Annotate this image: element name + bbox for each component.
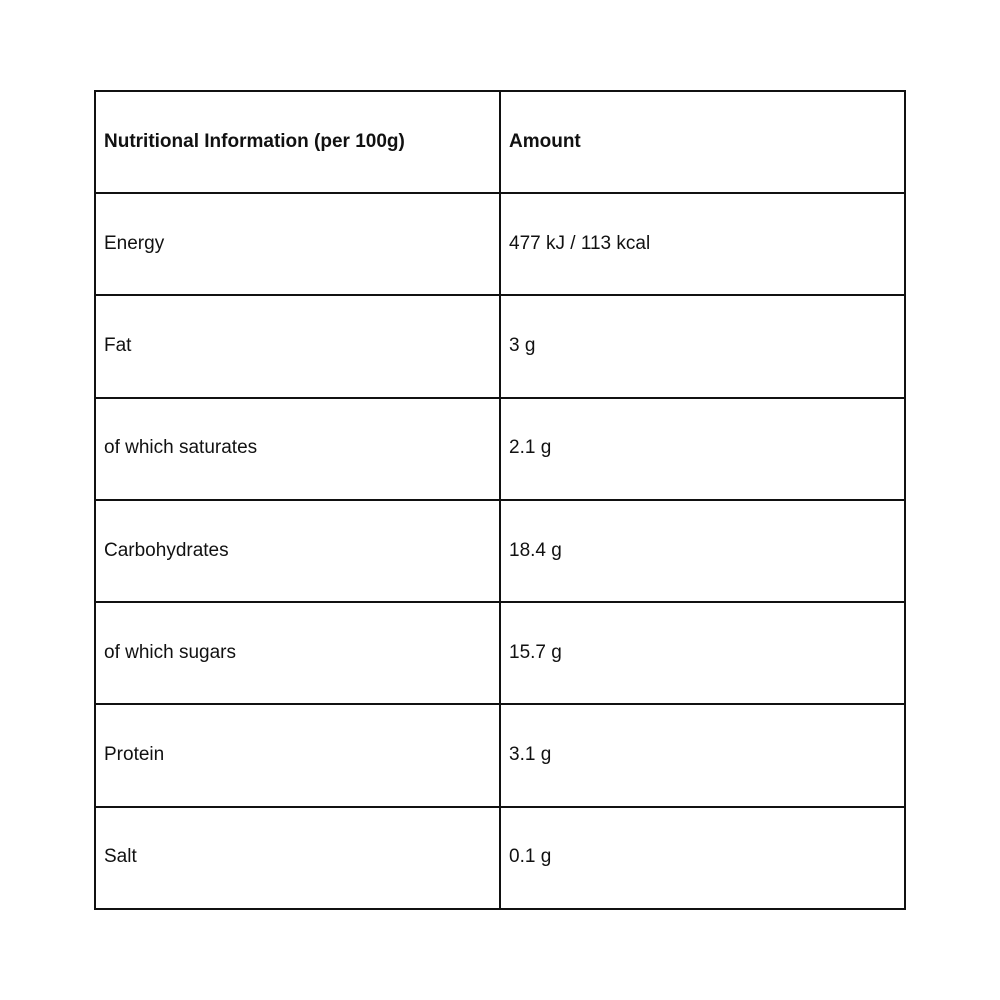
nutrient-name: Protein — [95, 704, 500, 806]
nutrient-amount: 0.1 g — [500, 807, 905, 909]
table-row — [95, 295, 905, 397]
table-row — [95, 602, 905, 704]
table-row — [95, 398, 905, 500]
nutrient-name: Salt — [95, 807, 500, 909]
nutrient-amount: 2.1 g — [500, 398, 905, 500]
table-row — [95, 807, 905, 909]
nutrition-table — [94, 90, 906, 910]
nutrient-name: Carbohydrates — [95, 500, 500, 602]
header-amount: Amount — [500, 91, 905, 193]
nutrient-name: of which saturates — [95, 398, 500, 500]
table-row — [95, 500, 905, 602]
nutrient-amount: 3 g — [500, 295, 905, 397]
table-header-row — [95, 91, 905, 193]
nutrient-name: of which sugars — [95, 602, 500, 704]
nutrient-name: Energy — [95, 193, 500, 295]
header-nutrient: Nutritional Information (per 100g) — [95, 91, 500, 193]
nutrient-name: Fat — [95, 295, 500, 397]
nutrient-amount: 3.1 g — [500, 704, 905, 806]
table-row — [95, 704, 905, 806]
nutrient-amount: 15.7 g — [500, 602, 905, 704]
nutrient-amount: 18.4 g — [500, 500, 905, 602]
nutrient-amount: 477 kJ / 113 kcal — [500, 193, 905, 295]
table-row — [95, 193, 905, 295]
